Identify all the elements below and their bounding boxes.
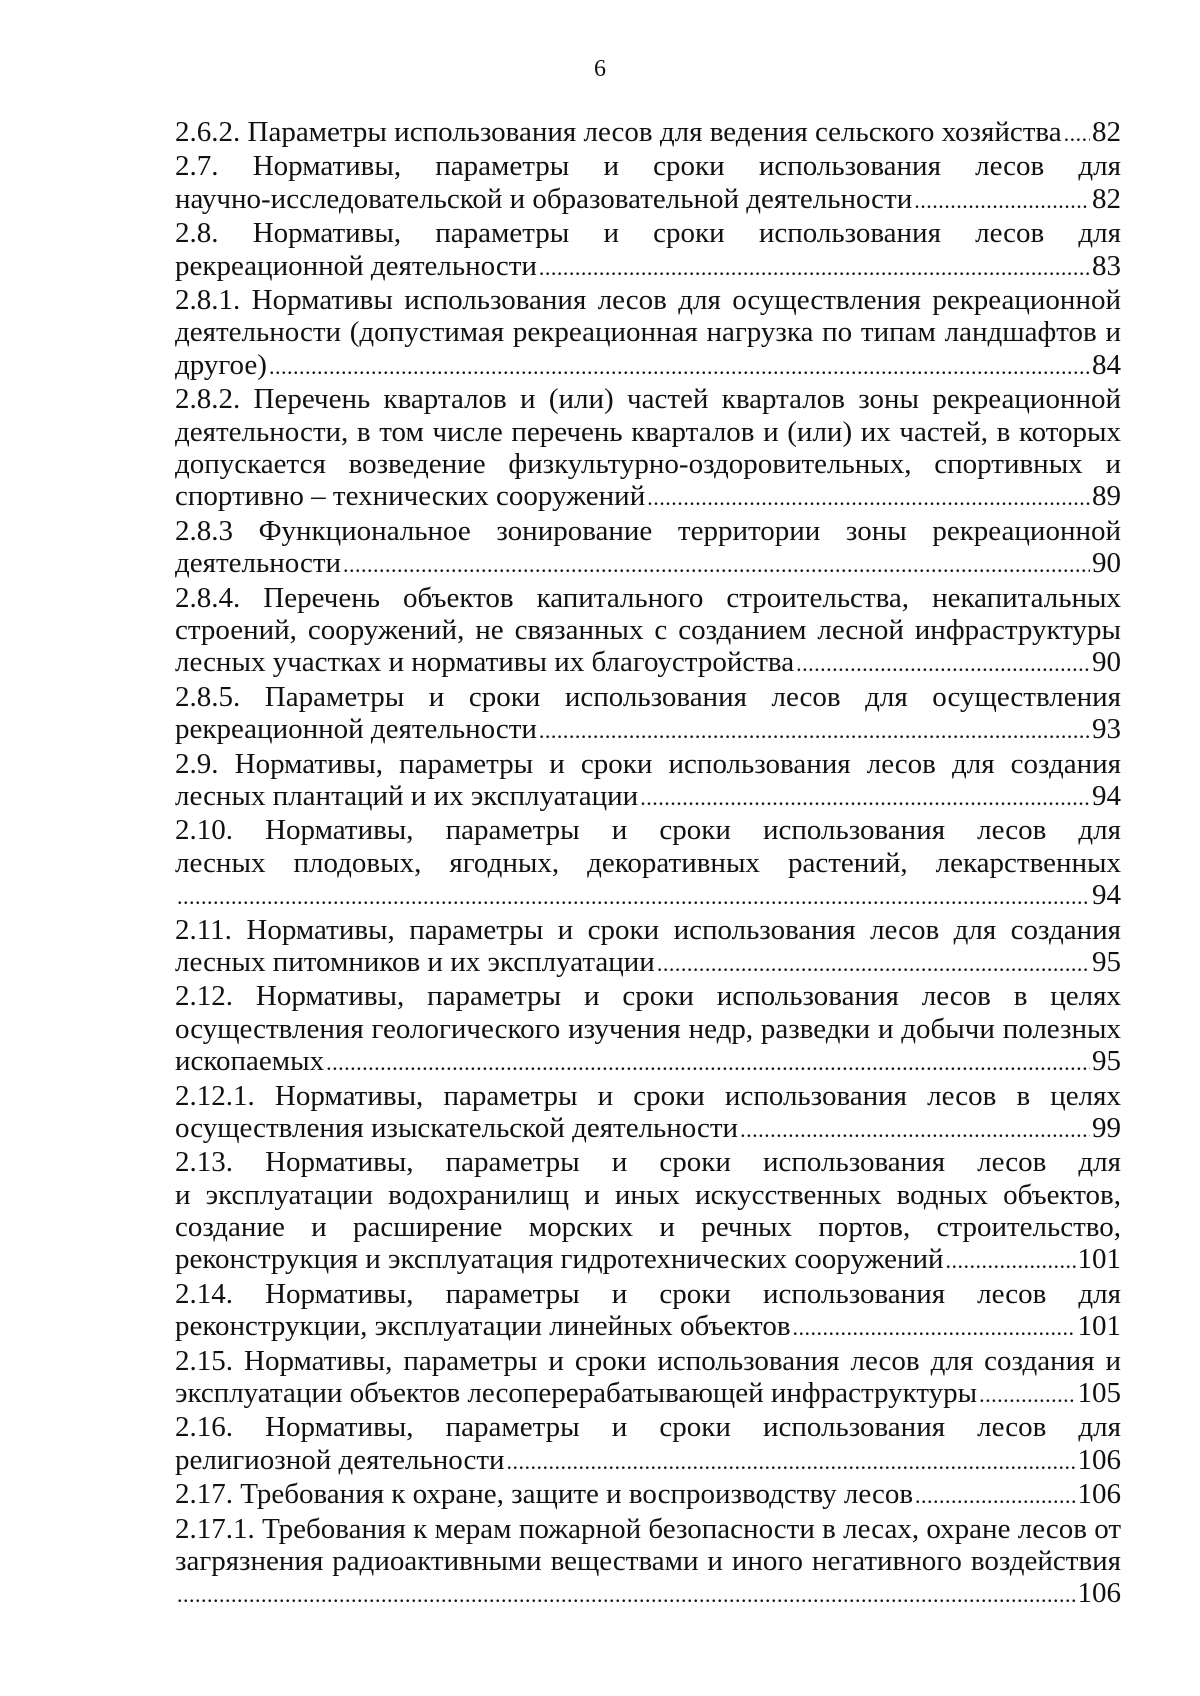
toc-entry (175, 1513, 1121, 1612)
toc-entry-title: ископаемых (175, 1045, 325, 1078)
toc-page-number: 94 (1092, 879, 1121, 912)
toc-entry-title: реконструкция и эксплуатация гидротехнических сооружений (175, 1243, 944, 1276)
toc-entry-last-line (175, 780, 1121, 814)
dot-leader (914, 185, 1090, 217)
toc-entry (175, 1080, 1121, 1147)
toc-entry-title: эксплуатации объектов лесоперерабатывающей инфраструктуры (175, 1377, 978, 1410)
toc-entry-last-line (175, 879, 1121, 913)
toc-entry-line: 2.15. Нормативы, параметры и сроки использования лесов для создания и (175, 1344, 1121, 1377)
dot-leader (915, 1480, 1075, 1512)
toc-page-number: 101 (1077, 1310, 1121, 1343)
toc-entry-last-line (175, 1478, 1121, 1512)
table-of-contents (175, 116, 1121, 1612)
toc-entry-last-line (175, 547, 1121, 581)
toc-page-number: 82 (1092, 182, 1121, 215)
toc-entry-last-line (175, 1045, 1121, 1079)
toc-entry (175, 681, 1121, 748)
toc-entry-last-line (175, 1112, 1121, 1146)
toc-entry-title: деятельности (175, 547, 342, 580)
toc-entry-line: лесных плодовых, ягодных, декоративных растений, лекарственных (175, 846, 1121, 879)
toc-entry-line: загрязнения радиоактивными веществами и иного негативного воздействия (175, 1545, 1121, 1578)
toc-entry-line: 2.9. Нормативы, параметры и сроки использования лесов для создания (175, 747, 1121, 780)
toc-entry-line: создание и расширение морских и речных портов, строительство, (175, 1211, 1121, 1244)
toc-entry-line: 2.7. Нормативы, параметры и сроки использования лесов для (175, 150, 1121, 183)
toc-entry (175, 116, 1121, 150)
toc-page-number: 82 (1092, 116, 1121, 148)
toc-entry (175, 914, 1121, 981)
toc-entry-line: 2.14. Нормативы, параметры и сроки использования лесов для (175, 1277, 1121, 1310)
toc-entry-line: 2.8.5. Параметры и сроки использования лесов для осуществления (175, 680, 1121, 713)
toc-entry-title: лесных плантаций и их эксплуатации (175, 779, 639, 812)
dot-leader (979, 1379, 1075, 1411)
toc-entry-line: деятельности (допустимая рекреационная нагрузка по типам ландшафтов и (175, 316, 1121, 349)
toc-entry-line: 2.8. Нормативы, параметры и сроки использования лесов для (175, 217, 1121, 250)
toc-entry-last-line (175, 1243, 1121, 1277)
toc-entry-line: и эксплуатации водохранилищ и иных искусственных водных объектов, (175, 1178, 1121, 1211)
toc-entry (175, 217, 1121, 284)
toc-page-number: 106 (1077, 1478, 1121, 1511)
dot-leader (793, 1312, 1076, 1344)
dot-leader (326, 1047, 1090, 1079)
toc-page-number: 93 (1092, 713, 1121, 746)
dot-leader (177, 1579, 1076, 1611)
toc-page-number: 99 (1092, 1111, 1121, 1144)
toc-entry-line: 2.8.1. Нормативы использования лесов для осуществления рекреационной (175, 284, 1121, 316)
toc-entry-last-line (175, 480, 1121, 514)
toc-entry (175, 1345, 1121, 1412)
toc-entry-title: рекреационной деятельности (175, 249, 537, 282)
toc-page-number: 106 (1077, 1577, 1121, 1610)
toc-entry-title: научно-исследовательской и образовательной деятельности (175, 182, 913, 215)
toc-entry-line: 2.8.2. Перечень кварталов и (или) частей кварталов зоны рекреационной (175, 383, 1121, 416)
toc-entry-last-line (175, 646, 1121, 680)
toc-entry-last-line (175, 349, 1121, 383)
toc-entry-line: 2.12.1. Нормативы, параметры и сроки использования лесов в целях (175, 1079, 1121, 1112)
toc-entry-title: спортивно – технических сооружений (175, 480, 646, 513)
toc-page-number: 83 (1092, 249, 1121, 282)
toc-entry (175, 515, 1121, 582)
toc-entry-last-line (175, 1444, 1121, 1478)
toc-entry (175, 980, 1121, 1079)
toc-entry-line: допускается возведение физкультурно-оздоровительных, спортивных и (175, 447, 1121, 480)
toc-page-number: 89 (1092, 480, 1121, 513)
toc-entry (175, 1478, 1121, 1512)
dot-leader (640, 782, 1090, 814)
toc-page-number: 90 (1092, 547, 1121, 580)
toc-entry (175, 1411, 1121, 1478)
toc-entry (175, 1278, 1121, 1345)
dot-leader (343, 549, 1090, 581)
toc-entry-last-line (175, 713, 1121, 747)
toc-entry-title: реконструкции, эксплуатации линейных объектов (175, 1310, 791, 1343)
dot-leader (177, 881, 1090, 913)
toc-entry-title: лесных участках и нормативы их благоустройства (175, 646, 795, 679)
dot-leader (539, 252, 1090, 284)
toc-entry-last-line (175, 946, 1121, 980)
toc-entry-title: 2.6.2. Параметры использования лесов для ведения сельского хозяйства (175, 116, 1062, 148)
toc-entry-line: 2.17.1. Требования к мерам пожарной безопасности в лесах, охране лесов от (175, 1512, 1121, 1545)
toc-page-number: 90 (1092, 646, 1121, 679)
toc-entry-last-line (175, 1310, 1121, 1344)
dot-leader (539, 715, 1090, 747)
toc-entry (175, 814, 1121, 913)
toc-entry-line: 2.11. Нормативы, параметры и сроки использования лесов для создания (175, 913, 1121, 946)
toc-page-number: 101 (1077, 1243, 1121, 1276)
toc-entry-line: 2.8.4. Перечень объектов капитального строительства, некапитальных (175, 581, 1121, 614)
toc-page-number: 95 (1092, 945, 1121, 978)
dot-leader (740, 1114, 1090, 1146)
dot-leader (647, 482, 1090, 514)
toc-entry-title: рекреационной деятельности (175, 713, 537, 746)
toc-entry-line: деятельности, в том числе перечень кварталов и (или) их частей, в которых (175, 415, 1121, 448)
toc-entry-title: осуществления изыскательской деятельности (175, 1111, 739, 1144)
toc-entry (175, 383, 1121, 515)
toc-entry-line: осуществления геологического изучения недр, разведки и добычи полезных (175, 1012, 1121, 1045)
toc-page-number: 95 (1092, 1045, 1121, 1078)
dot-leader (1064, 118, 1090, 150)
toc-page-number: 84 (1092, 348, 1121, 381)
toc-entry-title: лесных питомников и их эксплуатации (175, 945, 655, 978)
toc-entry (175, 150, 1121, 217)
toc-entry-last-line (175, 250, 1121, 284)
toc-entry-line: 2.10. Нормативы, параметры и сроки использования лесов для (175, 814, 1121, 847)
toc-entry (175, 284, 1121, 383)
toc-page-number: 94 (1092, 779, 1121, 812)
toc-entry (175, 1146, 1121, 1278)
toc-entry-last-line (175, 1577, 1121, 1611)
toc-page-number: 106 (1077, 1443, 1121, 1476)
toc-entry-last-line (175, 1377, 1121, 1411)
dot-leader (657, 948, 1090, 980)
toc-page-number: 105 (1077, 1377, 1121, 1410)
dot-leader (796, 648, 1090, 680)
toc-entry-line: 2.13. Нормативы, параметры и сроки использования лесов для (175, 1146, 1121, 1179)
toc-entry (175, 582, 1121, 681)
toc-entry-last-line (175, 183, 1121, 217)
dot-leader (946, 1245, 1076, 1277)
toc-entry-title: 2.17. Требования к охране, защите и воспроизводству лесов (175, 1478, 914, 1511)
toc-entry-line: строений, сооружений, не связанных с созданием лесной инфраструктуры (175, 613, 1121, 646)
toc-entry-line: 2.12. Нормативы, параметры и сроки использования лесов в целях (175, 980, 1121, 1013)
dot-leader (507, 1446, 1076, 1478)
toc-entry-line: 2.8.3 Функциональное зонирование территории зоны рекреационной (175, 514, 1121, 547)
toc-entry-last-line (175, 116, 1121, 150)
page-number: 6 (594, 56, 606, 82)
toc-entry-title: другое) (175, 348, 267, 381)
toc-entry-title: религиозной деятельности (175, 1443, 505, 1476)
toc-entry (175, 748, 1121, 815)
toc-entry-line: 2.16. Нормативы, параметры и сроки использования лесов для (175, 1411, 1121, 1444)
dot-leader (269, 351, 1090, 383)
